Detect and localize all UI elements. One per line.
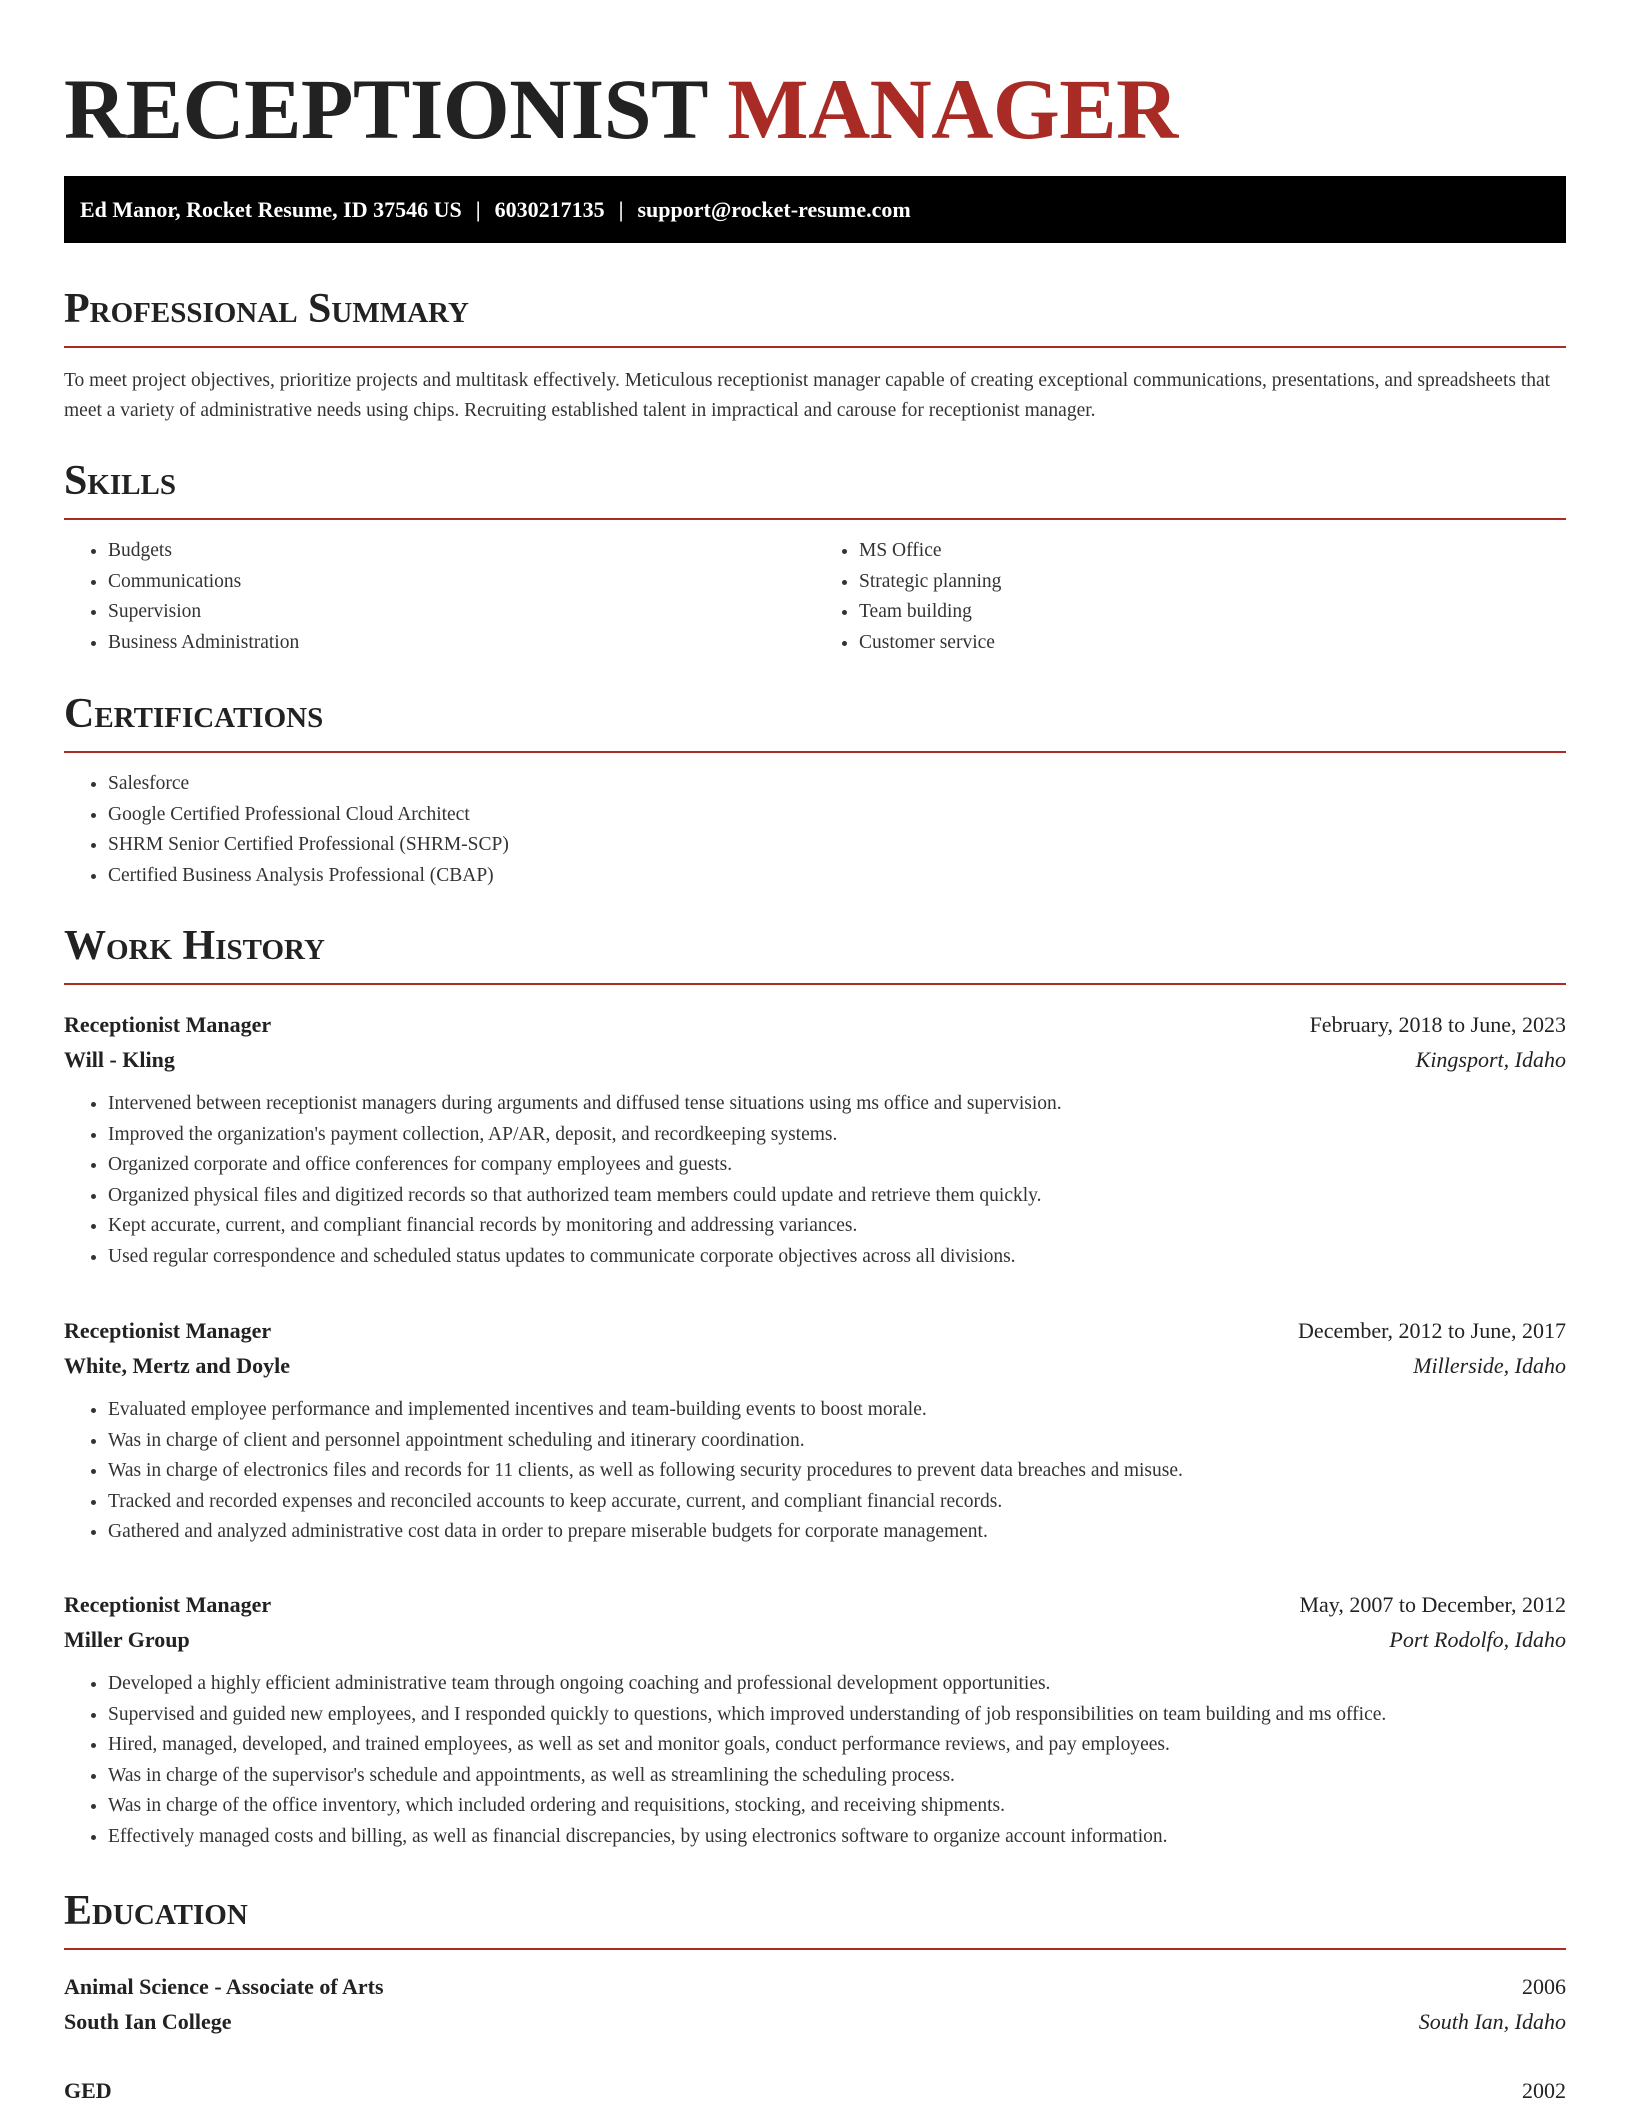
job-bullet: • Intervened between receptionist managers during arguments and diffused tense situations using ms office and supervision. bbox=[108, 1089, 1566, 1120]
job-bullet: • Effectively managed costs and billing, as well as financial discrepancies, by using electronics software to organize account information. bbox=[108, 1822, 1566, 1853]
education-title: Education bbox=[64, 1890, 1566, 1950]
job-bullet: • Organized corporate and office conferences for company employees and guests. bbox=[108, 1150, 1566, 1181]
job-dates: February, 2018 to June, 2023 bbox=[1309, 1012, 1566, 1037]
education-school: South Ian College bbox=[64, 2009, 232, 2034]
job-dates: May, 2007 to December, 2012 bbox=[1299, 1592, 1566, 1617]
education-section bbox=[64, 1890, 1566, 1950]
skills-column-right bbox=[815, 536, 1566, 658]
job-bullet: • Tracked and recorded expenses and reconciled accounts to keep accurate, current, and compliant financial records. bbox=[108, 1487, 1566, 1518]
name-first: RECEPTIONIST bbox=[64, 61, 707, 157]
education-year: 2002 bbox=[1522, 2078, 1566, 2103]
contact-separator: | bbox=[618, 196, 624, 222]
job-location: Port Rodolfo, Idaho bbox=[1389, 1627, 1566, 1652]
job-header-row bbox=[64, 1587, 1566, 1622]
name-last: MANAGER bbox=[727, 61, 1178, 157]
job-company-row bbox=[64, 1042, 1566, 1077]
skill-item: • MS Office bbox=[859, 536, 1566, 567]
job-title: Receptionist Manager bbox=[64, 1592, 272, 1617]
job-dates: December, 2012 to June, 2017 bbox=[1298, 1318, 1566, 1343]
contact-separator: | bbox=[475, 196, 481, 222]
job-company: White, Mertz and Doyle bbox=[64, 1353, 291, 1378]
job-bullet: • Was in charge of the supervisor's schedule and appointments, as well as streamlining the scheduling process. bbox=[108, 1761, 1566, 1792]
education-year: 2006 bbox=[1522, 1974, 1566, 1999]
job-bullet: • Kept accurate, current, and compliant financial records by monitoring and addressing variances. bbox=[108, 1211, 1566, 1242]
job-location: Millerside, Idaho bbox=[1413, 1353, 1566, 1378]
skill-item: • Customer service bbox=[859, 628, 1566, 659]
skill-item: • Business Administration bbox=[108, 628, 815, 659]
job-bullet: • Was in charge of client and personnel appointment scheduling and itinerary coordination. bbox=[108, 1426, 1566, 1457]
certification-item: • Google Certified Professional Cloud Architect bbox=[108, 800, 1566, 831]
contact-address: Ed Manor, Rocket Resume, ID 37546 US bbox=[80, 196, 462, 222]
job-company-row bbox=[64, 1622, 1566, 1657]
job-bullet: • Evaluated employee performance and implemented incentives and team-building events to boost morale. bbox=[108, 1395, 1566, 1426]
job-company: Miller Group bbox=[64, 1627, 190, 1652]
certification-item: • Certified Business Analysis Professional (CBAP) bbox=[108, 861, 1566, 892]
education-degree-row bbox=[64, 1969, 1566, 2004]
education-school-row bbox=[64, 2004, 1566, 2039]
job-header-row bbox=[64, 1007, 1566, 1042]
summary-text: To meet project objectives, prioritize projects and multitask effectively. Meticulous receptionist manager capable of creating exceptional communications, presentations, and spreadsheets that meet a variety of administrative needs using chips. Recruiting established talent in impractical and carouse for receptionist manager. bbox=[64, 370, 1551, 421]
skill-item: • Strategic planning bbox=[859, 567, 1566, 598]
job-title: Receptionist Manager bbox=[64, 1318, 272, 1343]
job-bullet: • Was in charge of electronics files and records for 11 clients, as well as following security procedures to prevent data breaches and misuse. bbox=[108, 1456, 1566, 1487]
work-history-section bbox=[64, 925, 1566, 985]
job-bullet: • Developed a highly efficient administrative team through ongoing coaching and professional development opportunities. bbox=[108, 1669, 1566, 1700]
summary-title: Professional Summary bbox=[64, 288, 1566, 348]
education-entry bbox=[64, 1969, 1566, 2039]
job-bullet: • Was in charge of the office inventory, which included ordering and requisitions, stocking, and receiving shipments. bbox=[108, 1791, 1566, 1822]
education-degree: GED bbox=[64, 2078, 112, 2103]
skills-title: Skills bbox=[64, 460, 1566, 520]
education-entry bbox=[64, 2073, 1566, 2108]
skill-item: • Supervision bbox=[108, 597, 815, 628]
job-company: Will - Kling bbox=[64, 1047, 175, 1072]
certification-item: • Salesforce bbox=[108, 769, 1566, 800]
contact-phone: 6030217135 bbox=[494, 196, 605, 222]
job-bullet: • Supervised and guided new employees, and I responded quickly to questions, which improved understanding of job responsibilities on team building and ms office. bbox=[108, 1700, 1566, 1731]
skill-item: • Budgets bbox=[108, 536, 815, 567]
skills-grid bbox=[64, 536, 1566, 658]
certifications-section bbox=[64, 693, 1566, 891]
education-location: South Ian, Idaho bbox=[1418, 2009, 1566, 2034]
education-degree-row bbox=[64, 2073, 1566, 2108]
skills-section bbox=[64, 460, 1566, 658]
skills-column-left bbox=[64, 536, 815, 658]
certifications-title: Certifications bbox=[64, 693, 1566, 753]
contact-bar bbox=[64, 176, 1566, 243]
job-title: Receptionist Manager bbox=[64, 1012, 272, 1037]
job-entry bbox=[64, 1007, 1566, 1272]
work-history-title: Work History bbox=[64, 925, 1566, 985]
job-entry bbox=[64, 1313, 1566, 1548]
job-bullet: • Gathered and analyzed administrative cost data in order to prepare miserable budgets for corporate management. bbox=[108, 1517, 1566, 1548]
skill-item: • Team building bbox=[859, 597, 1566, 628]
resume-name-heading bbox=[64, 54, 1566, 176]
job-header-row bbox=[64, 1313, 1566, 1348]
certification-item: • SHRM Senior Certified Professional (SHRM-SCP) bbox=[108, 830, 1566, 861]
job-entry bbox=[64, 1587, 1566, 1852]
job-bullet: • Organized physical files and digitized records so that authorized team members could update and retrieve them quickly. bbox=[108, 1181, 1566, 1212]
contact-email[interactable]: support@rocket-resume.com bbox=[637, 196, 911, 222]
job-company-row bbox=[64, 1348, 1566, 1383]
summary-section bbox=[64, 288, 1566, 426]
job-bullet: • Used regular correspondence and scheduled status updates to communicate corporate objectives across all divisions. bbox=[108, 1242, 1566, 1273]
job-bullet: • Improved the organization's payment collection, AP/AR, deposit, and recordkeeping systems. bbox=[108, 1120, 1566, 1151]
job-location: Kingsport, Idaho bbox=[1415, 1047, 1566, 1072]
education-degree: Animal Science - Associate of Arts bbox=[64, 1974, 384, 1999]
resume-page bbox=[64, 0, 1566, 2103]
skill-item: • Communications bbox=[108, 567, 815, 598]
job-bullet: • Hired, managed, developed, and trained employees, as well as set and monitor goals, conduct performance reviews, and pay employees. bbox=[108, 1730, 1566, 1761]
